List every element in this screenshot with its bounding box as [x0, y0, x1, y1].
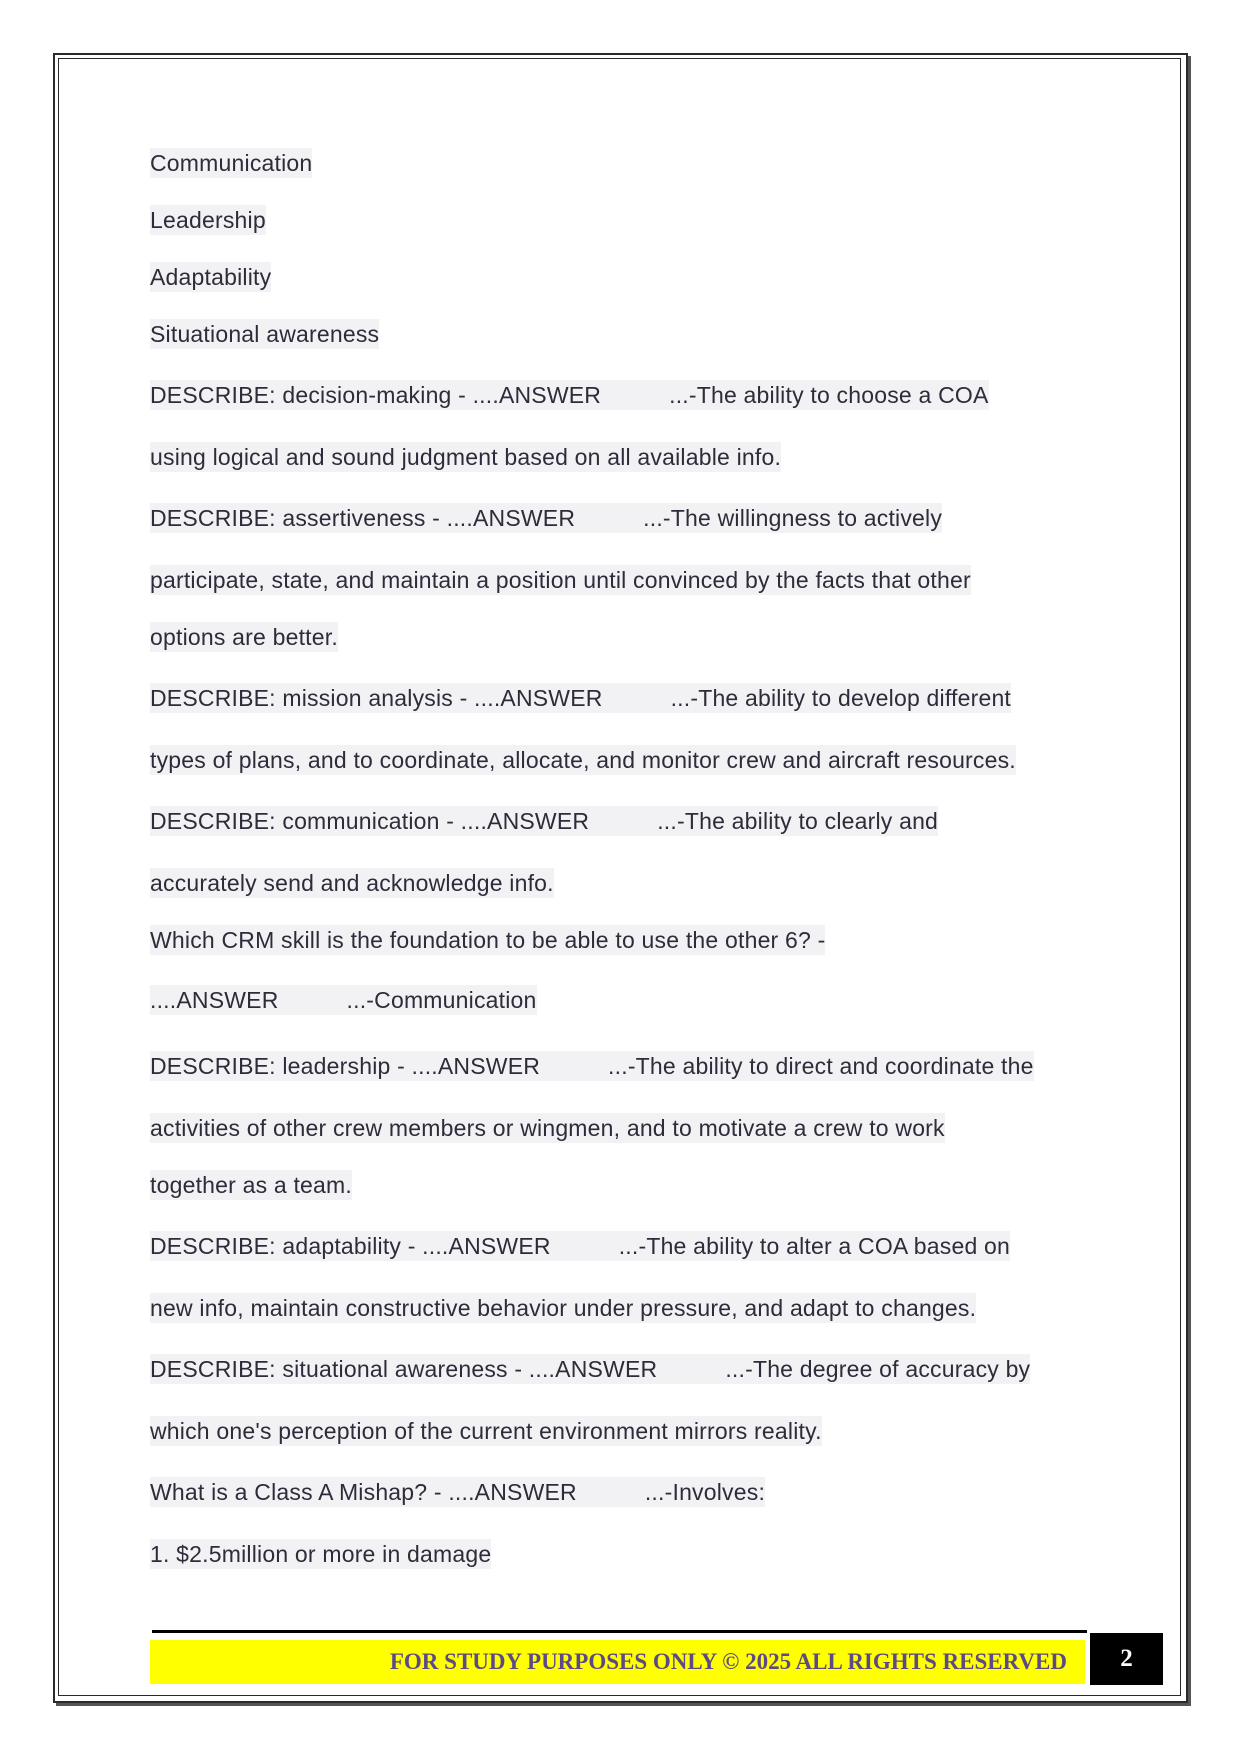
qa-line	[150, 1479, 765, 1506]
question-text: DESCRIBE: communication - ....ANSWER	[150, 808, 590, 834]
qa-line	[150, 808, 938, 835]
text-line: Situational awareness	[150, 321, 380, 347]
footer-rule	[152, 1630, 1087, 1633]
question-text: DESCRIBE: decision-making - ....ANSWER	[150, 382, 602, 408]
answer-text: ...-The ability to clearly and	[657, 808, 939, 834]
question-text: DESCRIBE: mission analysis - ....ANSWER	[150, 685, 603, 711]
qa-line	[150, 1053, 1034, 1080]
text-line: activities of other crew members or wingmen, and to motivate a crew to work	[150, 1115, 945, 1141]
qa-line	[150, 382, 989, 409]
qa-line	[150, 1356, 1030, 1383]
answer-text: ...-The ability to direct and coordinate the	[608, 1053, 1034, 1079]
footer-bar	[150, 1640, 1085, 1684]
text-line: using logical and sound judgment based on all available info.	[150, 444, 782, 470]
answer-text: ...-The willingness to actively	[643, 505, 943, 531]
text-line: which one's perception of the current environment mirrors reality.	[150, 1418, 822, 1444]
answer-text: ...-The ability to develop different	[670, 685, 1012, 711]
text-line: options are better.	[150, 624, 338, 650]
qa-line	[150, 987, 537, 1014]
qa-line	[150, 685, 1011, 712]
qa-line	[150, 505, 942, 532]
text-line: Communication	[150, 150, 313, 176]
question-text: What is a Class A Mishap? - ....ANSWER	[150, 1479, 577, 1505]
question-text: DESCRIBE: situational awareness - ....ANSWER	[150, 1356, 658, 1382]
text-line: Adaptability	[150, 264, 272, 290]
footer-copyright: FOR STUDY PURPOSES ONLY © 2025 ALL RIGHTS RESERVED	[389, 1649, 1067, 1674]
answer-text: ...-The degree of accuracy by	[725, 1356, 1031, 1382]
text-line: new info, maintain constructive behavior under pressure, and adapt to changes.	[150, 1295, 977, 1321]
answer-text: ...-The ability to choose a COA	[669, 382, 989, 408]
text-line: participate, state, and maintain a position until convinced by the facts that other	[150, 567, 971, 593]
text-line: 1. $2.5million or more in damage	[150, 1541, 492, 1567]
page-number: 2	[1090, 1633, 1163, 1685]
question-text: DESCRIBE: leadership - ....ANSWER	[150, 1053, 541, 1079]
answer-text: ...-Involves:	[644, 1479, 766, 1505]
answer-text: ...-The ability to alter a COA based on	[618, 1233, 1011, 1259]
text-line: together as a team.	[150, 1172, 352, 1198]
text-line: accurately send and acknowledge info.	[150, 870, 554, 896]
text-line: types of plans, and to coordinate, allocate, and monitor crew and aircraft resources.	[150, 747, 1016, 773]
answer-text: ...-Communication	[346, 987, 537, 1013]
question-text: DESCRIBE: assertiveness - ....ANSWER	[150, 505, 576, 531]
text-line: Leadership	[150, 207, 266, 233]
question-text: ....ANSWER	[150, 987, 279, 1013]
qa-line	[150, 1233, 1010, 1260]
text-line: Which CRM skill is the foundation to be able to use the other 6? -	[150, 927, 826, 953]
question-text: DESCRIBE: adaptability - ....ANSWER	[150, 1233, 551, 1259]
